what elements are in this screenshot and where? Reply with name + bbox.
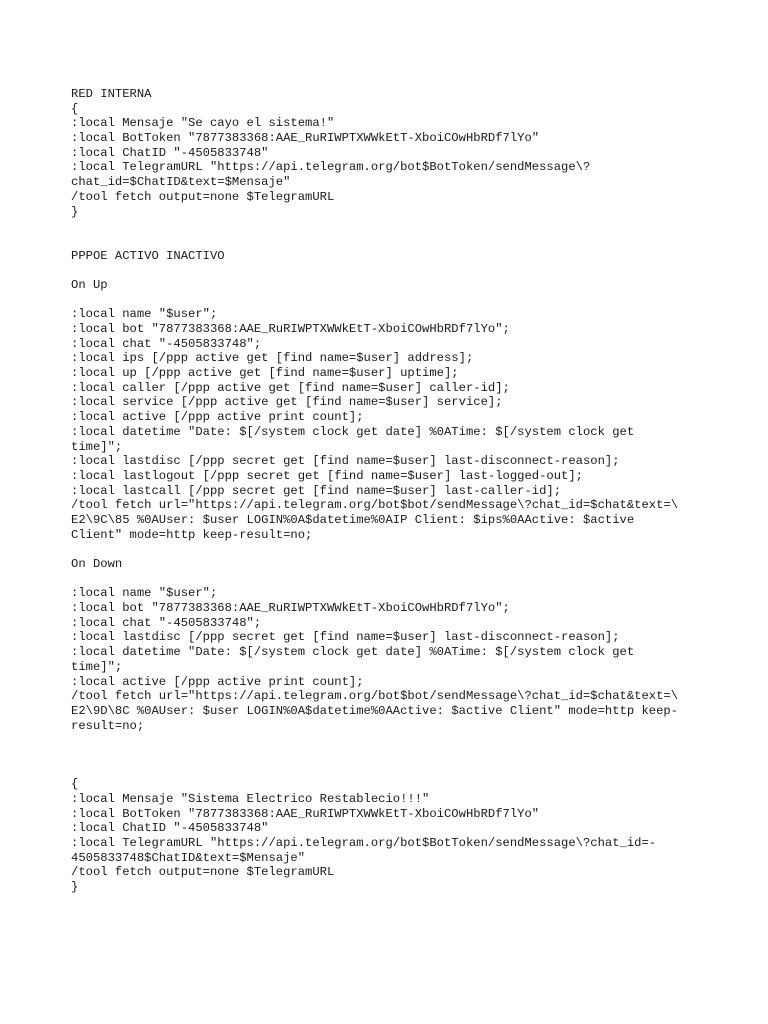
text-line: :local TelegramURL "https://api.telegram.org/bot$BotToken/sendMessage\?chat_id=-	[71, 836, 657, 851]
text-line: :local name "$user";	[71, 586, 218, 601]
text-line: /tool fetch output=none $TelegramURL	[71, 865, 335, 880]
text-line: :local ChatID "-4505833748"	[71, 821, 269, 836]
text-line: 4505833748$ChatID&text=$Mensaje"	[71, 850, 306, 865]
text-line: PPPOE ACTIVO INACTIVO	[71, 248, 225, 263]
text-line: chat_id=$ChatID&text=$Mensaje"	[71, 175, 291, 190]
blank-line	[71, 293, 711, 308]
blank-line	[71, 219, 711, 234]
document-body	[71, 87, 711, 895]
text-line: :local datetime "Date: $[/system clock get date] %0ATime: $[/system clock get	[71, 424, 635, 439]
text-line: :local lastdisc [/ppp secret get [find name=$user] last-disconnect-reason];	[71, 630, 620, 645]
text-line: :local ChatID "-4505833748"	[71, 145, 269, 160]
text-line: :local service [/ppp active get [find name=$user] service];	[71, 395, 503, 410]
text-line: :local lastlogout [/ppp secret get [find name=$user] last-logged-out];	[71, 468, 583, 483]
text-line: :local caller [/ppp active get [find name=$user] caller-id];	[71, 380, 510, 395]
text-line: Client" mode=http keep-result=no;	[71, 527, 313, 542]
text-line: RED INTERNA	[71, 87, 152, 101]
blank-line	[71, 234, 711, 249]
text-line: :local TelegramURL "https://api.telegram.org/bot$BotToken/sendMessage\?	[71, 160, 591, 175]
text-line: {	[71, 101, 79, 116]
blank-line	[71, 263, 711, 278]
blank-line	[71, 733, 711, 748]
text-line: :local chat "-4505833748";	[71, 615, 262, 630]
text-line: On Down	[71, 557, 123, 571]
text-line: :local name "$user";	[71, 307, 218, 322]
text-line: :local active [/ppp active print count];	[71, 410, 364, 425]
text-line: :local bot "7877383368:AAE_RuRIWPTXWWkEtT-XboiCOwHbRDf7lYo";	[71, 601, 510, 616]
text-line: :local lastcall [/ppp secret get [find name=$user] last-caller-id];	[71, 483, 562, 498]
text-line: :local BotToken "7877383368:AAE_RuRIWPTXWWkEtT-XboiCOwHbRDf7lYo"	[71, 806, 540, 821]
text-line: :local datetime "Date: $[/system clock get date] %0ATime: $[/system clock get	[71, 645, 635, 660]
text-line: :local active [/ppp active print count];	[71, 674, 364, 689]
blank-line	[71, 572, 711, 587]
blank-line	[71, 763, 711, 778]
text-line: time]";	[71, 439, 123, 454]
text-line: E2\9C\85 %0AUser: $user LOGIN%0A$datetime%0AIP Client: $ips%0AActive: $active	[71, 512, 635, 527]
text-line: E2\9D\8C %0AUser: $user LOGIN%0A$datetime%0AActive: $active Client" mode=http keep-	[71, 703, 679, 718]
text-line: :local up [/ppp active get [find name=$user] uptime];	[71, 366, 459, 381]
text-line: /tool fetch url="https://api.telegram.org/bot$bot/sendMessage\?chat_id=$chat&text=\	[71, 689, 679, 704]
text-line: }	[71, 880, 79, 895]
text-line: :local bot "7877383368:AAE_RuRIWPTXWWkEtT-XboiCOwHbRDf7lYo";	[71, 322, 510, 336]
blank-line	[71, 542, 711, 557]
text-line: {	[71, 777, 79, 792]
text-line: /tool fetch url="https://api.telegram.org/bot$bot/sendMessage\?chat_id=$chat&text=\	[71, 498, 679, 513]
text-line: On Up	[71, 277, 108, 292]
text-line: result=no;	[71, 718, 145, 733]
text-line: :local ips [/ppp active get [find name=$user] address];	[71, 351, 474, 366]
text-line: /tool fetch output=none $TelegramURL	[71, 189, 335, 204]
text-line: time]";	[71, 659, 123, 674]
text-line: :local chat "-4505833748";	[71, 336, 262, 351]
text-line: :local lastdisc [/ppp secret get [find name=$user] last-disconnect-reason];	[71, 454, 620, 469]
text-line: }	[71, 204, 79, 219]
text-line: :local BotToken "7877383368:AAE_RuRIWPTXWWkEtT-XboiCOwHbRDf7lYo"	[71, 131, 540, 146]
text-line: :local Mensaje "Sistema Electrico Restablecio!!!"	[71, 792, 430, 806]
blank-line	[71, 748, 711, 763]
text-line: :local Mensaje "Se cayo el sistema!"	[71, 116, 335, 131]
